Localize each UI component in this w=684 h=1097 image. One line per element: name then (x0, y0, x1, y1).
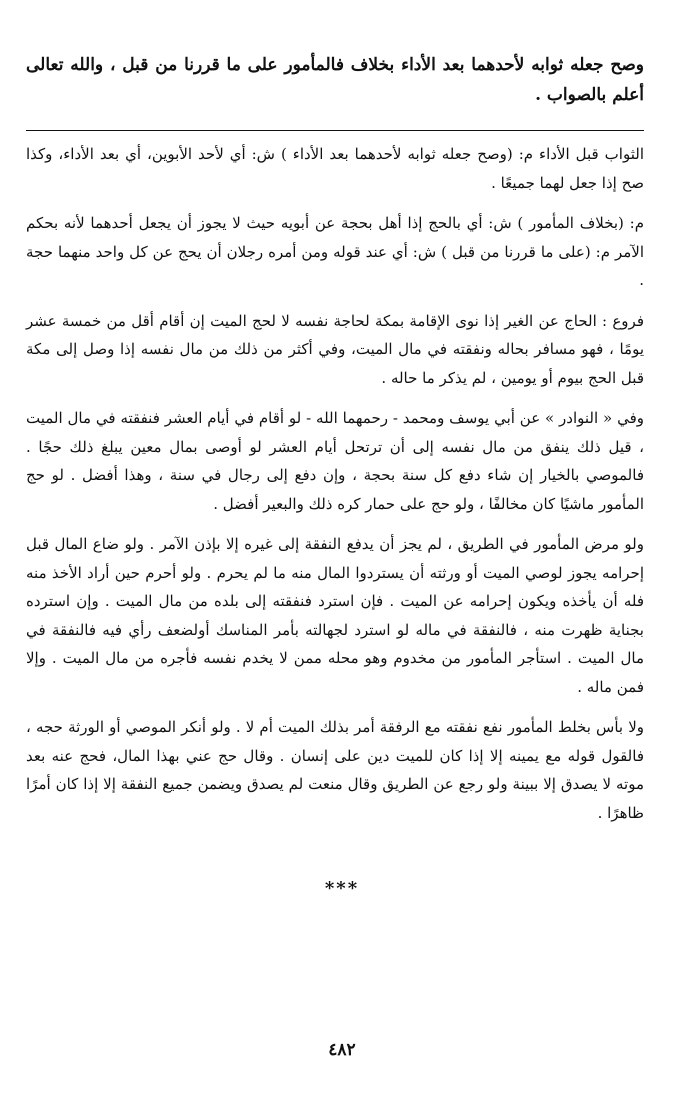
commentary-paragraph: ولا بأس بخلط المأمور نفع نفقته مع الرفقة أمر بذلك الميت أم لا . ولو أنكر الموصي أو الورثة حجه ، فالقول قوله مع يمينه إلا إذا كان للميت دين على إنسان . وقال حج عني بهذا المال، فحج عنه بعد موته لا يصدق إلا ببينة ولو رجع عن الطريق وقال منعت لم يصدق ويضمن جميع النفقة إلا إذا كان أمرًا ظاهرًا . (26, 718, 644, 822)
page-number: ٤٨٢ (328, 1040, 356, 1060)
commentary-paragraph: م: (بخلاف المأمور ) ش: أي بالحج إذا أهل بحجة عن أبويه حيث لا يجوز أن يجعل أحدهما لأنه بحكم الآمر م: (على ما قررنا من قبل ) ش: أي عند قوله ومن أمره رجلان أن يحج عن كل واحد منهما حجة . (26, 214, 644, 289)
commentary-paragraph: ولو مرض المأمور في الطريق ، لم يجز أن يدفع النفقة إلى غيره إلا بإذن الآمر . ولو ضاع المال قبل إحرامه يجوز لوصي الميت أو ورثته أن يستردوا المال منه ما لم يحرم . ولو أحرم حين أراد الأخذ منه فله أن يأخذه ويكون إحرامه عن الميت . فإن استرد فنفقته إلى بلده من مال الميت . وإن استرده بجناية ظهرت منه ، فالنفقة في ماله لو استرد لجهالته بأمر المناسك أولضعف رأي فيه فالنفقة في مال الميت . استأجر المأمور من مخدوم وهو محله ممن لا يخدم نفسه فأجره من مال الميت . وإلا فمن ماله . (26, 535, 644, 696)
horizontal-rule (26, 130, 644, 131)
section-separator: *** (324, 878, 360, 899)
main-text-block: وصح جعله ثوابه لأحدهما بعد الأداء بخلاف فالمأمور على ما قررنا من قبل ، والله تعالى أعلم بالصواب . (26, 55, 644, 105)
commentary-block (26, 140, 644, 839)
commentary-paragraph: الثواب قبل الأداء م: (وصح جعله ثوابه لأحدهما بعد الأداء ) ش: أي لأحد الأبوين، أي بعد الأداء، وكذا صح إذا جعل لهما جميعًا . (26, 145, 644, 192)
commentary-paragraph: فروع : الحاج عن الغير إذا نوى الإقامة بمكة لحاجة نفسه لا لحج الميت إن أقام أقل من خمسة عشر يومًا ، فهو مسافر بحاله ونفقته في مال الميت، وفي أكثر من ذلك من مال نفسه إذا وصل إلى مكة قبل الحج بيوم أو يومين ، لم يذكر ما حاله . (26, 311, 644, 387)
commentary-paragraph: وفي « النوادر » عن أبي يوسف ومحمد - رحمهما الله - لو أقام في أيام العشر فنفقته في مال الميت ، قيل ذلك ينفق من مال نفسه إلى أن ترتحل أيام العشر لو أوصى بمال معين يبلغ ذلك حجًا . فالموصي بالخيار إن شاء دفع كل سنة بحجة ، وإن دفع إلى رجال في سنة ، وهذا أفضل . لو حج المأمور ماشيًا كان مخالفًا ، ولو حج على حمار كره ذلك والبعير أفضل . (26, 409, 644, 513)
